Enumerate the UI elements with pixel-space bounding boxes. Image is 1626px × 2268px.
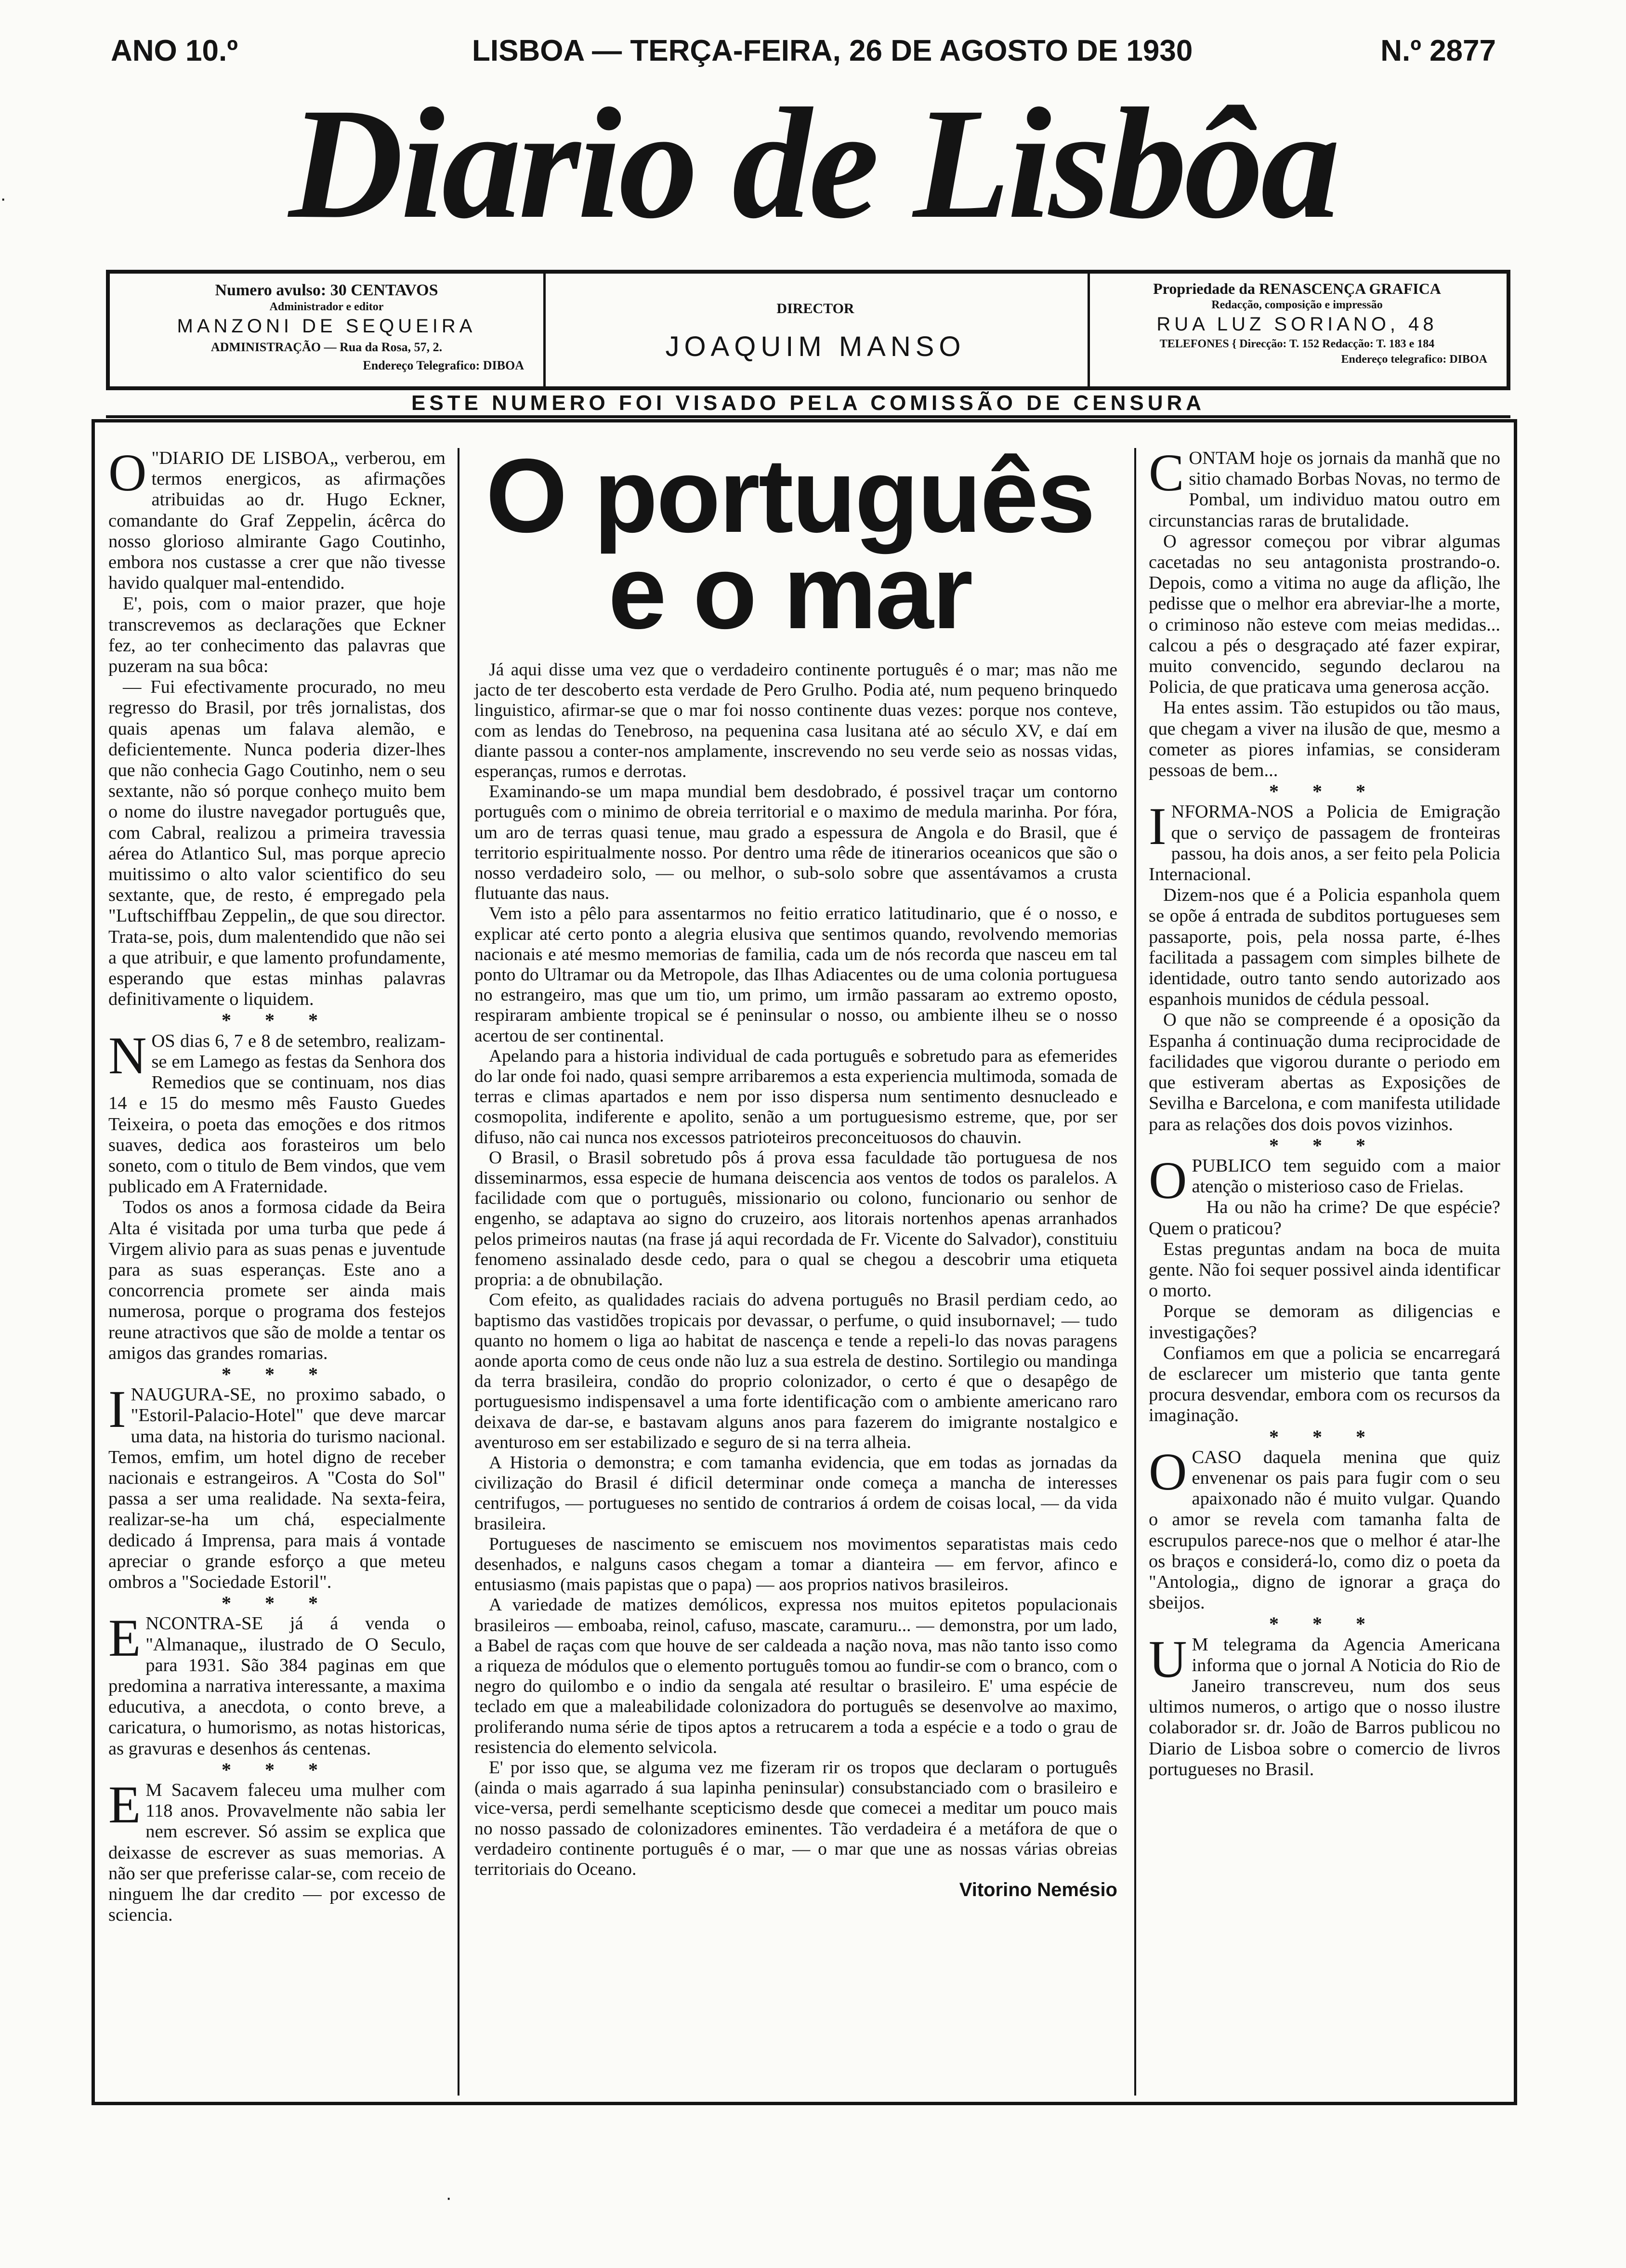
news-item (1149, 797, 1500, 885)
drop-cap: N (108, 1026, 147, 1085)
news-text: Ha ou não ha crime? De que espécie? Quem o praticou? (1149, 1197, 1500, 1239)
drop-cap: U (1149, 1629, 1187, 1688)
column-rule-right (1134, 448, 1136, 2096)
news-item (108, 1609, 446, 1759)
author-signature: Vitorino Nemésio (959, 1879, 1117, 1901)
news-item (1149, 1442, 1500, 1614)
news-text: O que não se compreende é a oposição da Espanha á continuação duma reciprocidade de facilidades que vigorou durante o periodo em que estiveram abertas as Exposições de Sevilha e Barcelona, e com manifesta utilidade para as relações dos dois povos vizinhos. (1149, 1010, 1500, 1134)
scan-speck: · (0, 188, 7, 209)
telephones: TELEFONES { Direcção: T. 152 Redacção: T. 183 e 184 (1159, 338, 1435, 350)
article-paragraph: A Historia o demonstra; e com tamanha evidencia, que em todas as jornadas da civilização do Brasil é dificil determinar onde começa a mancha de interesses centrifugos, — portugueses no sentido de contrarios á ordem de coisas local, — da vida brasileira. (474, 1452, 1117, 1534)
news-text: CASO daquela menina que quiz envenenar os pais para fugir com o seu apaixonado não é muito vulgar. Quando o amor se revela com tamanha falta de escrupulos parece-nos que o melhor é atar-lhe os braços e considerá-lo, como diz o poeta da "Antologia„ digno de ignorar a graça do sbeijos. (1149, 1447, 1500, 1613)
admin-info (110, 274, 546, 386)
drop-cap: C (1149, 443, 1184, 502)
news-text: NAUGURA-SE, no proximo sabado, o "Estoril-Palacio-Hotel" que deve marcar uma data, na historia do turismo nacional. Temos, emfim, um hotel digno de receber nacionais e estrangeiros. A "Costa do Sol" passa a ser uma realidade. Na sexta-feira, realizar-se-ha um chá, especialmente dedicado á Imprensa, para mais á vontade apreciar o grande esforço a que meteu ombros a "Sociedade Estoril". (108, 1385, 446, 1592)
scan-speck: · (446, 2187, 452, 2208)
composition-line: Redacção, composição e impressão (1211, 299, 1383, 311)
news-text: ONTAM hoje os jornais da manhã que no sitio chamado Borbas Novas, no termo de Pombal, um individuo matou outro em circunstancias raras de brutalidade. (1149, 448, 1500, 531)
news-text: E', pois, com o maior prazer, que hoje transcrevemos as declarações que Eckner fez, ao ter conhecimento das palavras que puzeram na sua bôca: (108, 593, 446, 677)
separator-stars: * * * (1269, 1613, 1380, 1635)
news-text: Ha entes assim. Tão estupidos ou tão maus, que chegam a viver na ilusão de que, mesmo a cometer as piores infamias, se consideram pessoas de bem... (1149, 698, 1500, 781)
masthead-title: Diario de Lisbôa (288, 76, 1338, 251)
admin-role: Administrador e editor (269, 301, 384, 313)
separator-stars: * * * (222, 1592, 332, 1614)
news-item (108, 1775, 446, 1925)
news-text: Confiamos em que a policia se encarregará de esclarecer um misterio que tanta gente procura desvendar, embora com os recursos da imaginação. (1149, 1343, 1500, 1426)
drop-cap: E (108, 1609, 141, 1668)
news-text: NFORMA-NOS a Policia de Emigração que o serviço de passagem de fronteiras passou, ha dois anos, a ser feito pela Policia Internacional. (1149, 802, 1500, 885)
publisher-address: RUA LUZ SORIANO, 48 (1156, 314, 1438, 335)
article-paragraph: Examinando-se um mapa mundial bem desdobrado, é possivel traçar um contorno português com o minimo de obreia territorial e o maximo de medula marinha. Por fóra, um aro de terras quasi tenue, mau grado a espessura de Angola e do Brasil, que é territorio espiritualmente nosso. Por dentro uma rêde de itinerarios oceanicos que são o nosso verdadeiro solo, — ou melhor, o sub-solo sobre que assentávamos a crusta flutuante das naus. (474, 782, 1117, 904)
article-paragraph: Já aqui disse uma vez que o verdadeiro continente português é o mar; mas não me jacto de ter descoberto esta verdade de Pero Grulho. Podia até, num pequeno brinquedo linguistico, afirmar-se que o mar foi nosso continente duas vezes: porque nos conteve, com as lendas do Tenebroso, na pequenina casa lusitana até ao século XV, e daí em diante passou a conter-nos amplamente, inscrevendo no seu verde seio as nossas vidas, esperanças, rumos e derrotas. (474, 660, 1117, 782)
drop-cap: O (1149, 1442, 1187, 1501)
article-headline (472, 437, 1108, 655)
separator-stars: * * * (222, 1009, 332, 1031)
news-item (108, 443, 446, 593)
article-paragraph: O Brasil, o Brasil sobretudo pôs á prova essa faculdade tão portuguesa de nos disseminarmos, essa especie de humana deiscencia aos ventos de todos os paralelos. A facilidade com que o português, missionario ou colono, funcionario ou senhor de engenho, se adaptava ao signo do cruzeiro, aos litorais nortenhos apenas arranhados pelos primeiros nautas (na frase já aqui recordada de Fr. Vicente do Salvador), constituiu fenomeno assinalado desde cedo, para o qual se chegou a descobrir uma etiqueta propria: a de obnubilação. (474, 1147, 1117, 1290)
news-text: OS dias 6, 7 e 8 de setembro, realizam-se em Lamego as festas da Senhora dos Remedios que se continuam, nos dias 14 e 15 do mesmo mês Fausto Guedes Teixeira, o poeta das emoções e dos ritmos suaves, dedica aos forasteiros um belo soneto, com o titulo de Bem vindos, que vem publicado em A Fraternidade. (108, 1030, 446, 1197)
price-line: Numero avulso: 30 CENTAVOS (215, 281, 438, 299)
news-text: — Fui efectivamente procurado, no meu regresso do Brasil, por três jornalistas, dos quais apenas um falava alemão, e deficientemente. Nunca poderia dizer-lhes que não conhecia Gago Coutinho, nem o seu sextante, não só porque conheço muito bem o nome do ilustre navegador português que, com Cabral, realizou a primeira travessia aérea do Atlantico Sul, mas porque aprecio muitissimo o alto valor scientifico do seu sextante, que, de resto, é empregado pela "Luftschiffbau Zeppelin„ de que sou director. Trata-se, pois, dum malentendido que não sei a que atribuir, e que lamento profundamente, esperando que estas minhas palavras definitivamente o liquidem. (108, 677, 446, 1010)
drop-cap: O (108, 443, 147, 502)
news-text: "DIARIO DE LISBOA„ verberou, em termos energicos, as afirmações atribuidas ao dr. Hugo Eckner, comandante do Graf Zeppelin, ácêrca do nosso glorioso almirante Gago Coutinho, embora nos custasse a crer que não tivesse havido qualquer mal-entendido. (108, 448, 446, 593)
news-text: Porque se demoram as diligencias e investigações? (1149, 1301, 1500, 1343)
drop-cap: O (1149, 1150, 1187, 1210)
article-paragraph: A variedade de matizes demólicos, expressa nos muitos epitetos populacionais brasileiros — emboaba, reinol, cafuso, mascate, caramuru... — demonstra, por um lado, a Babel de raças com que houve de ser caldeada a nação nova, mas não tanto isso como a riqueza de módulos que o elemento português tomou ao fundir-se com o branco, com o negro do quilombo e o indio da sengala até resultar o brasileiro. E' uma espécie de teclado em que a maleabilidade colonizadora do português se desenvolve ao maximo, proliferando numa série de tipos aptos a retrucarem a toda a espécie e a todo o grau de resistencia do elemento selvicola. (474, 1595, 1117, 1757)
news-item (108, 1026, 446, 1198)
drop-cap: E (108, 1775, 141, 1834)
separator-stars: * * * (1269, 1425, 1380, 1448)
censorship-notice: ESTE NUMERO FOI VISADO PELA COMISSÃO DE CENSURA (106, 391, 1510, 418)
separator-stars: * * * (222, 1758, 332, 1780)
column-rule-left (458, 448, 459, 2096)
article-paragraph: Vem isto a pêlo para assentarmos no feitio erratico latitudinario, que é o nosso, e explicar até certo ponto a alegria elusiva que sentimos quando, revolvendo memorias nacionais e até mesmo memorias de familia, cada um de nós recorda que nasceu em tal ponto do Ultramar ou da Metropole, das Ilhas Adiacentes ou de uma colonia portuguesa no estrangeiro, mas que um tio, um primo, um irmão passaram ao extremo oposto, respiraram ambiente tropical se é peninsular o nosso, ou ambiente ilheu se o nosso acertou de ser continental. (474, 904, 1117, 1046)
news-text: Todos os anos a formosa cidade da Beira Alta é visitada por uma turba que pede á Virgem alivio para as suas penas e juventude para as suas esperanças. Este ano a concorrencia promete ser ainda mais numerosa, porque o programa dos festejos reune atractivos que são de molde a tentar os amigos das grandes romarias. (108, 1197, 446, 1363)
drop-cap: I (108, 1380, 126, 1439)
news-text: Dizem-nos que é a Policia espanhola quem se opõe á entrada de subditos portugueses sem passaporte, pois, pela nossa parte, é-lhes facilitada a passagem com simples bilhete de identidade, outro tanto sendo autorizado aos espanhois munidos de cédula pessoal. (1149, 885, 1500, 1010)
news-text: M Sacavem faleceu uma mulher com 118 anos. Provavelmente não sabia ler nem escrever. Só assim se explica que deixasse de escrever as suas memorias. A não ser que preferisse calar-se, com receio de ninguem lhe dar credito — por excesso de sciencia. (108, 1780, 446, 1925)
article-paragraph: Portugueses de nascimento se emiscuem nos movimentos separatistas mais cedo desenhados, e nalguns casos chegam a tomar a dianteira — em fervor, afinco e entusiasmo (mais papistas que o papa) — aos proprios nativos brasileiros. (474, 1534, 1117, 1595)
right-column (1149, 443, 1500, 1780)
separator-stars: * * * (222, 1363, 332, 1385)
director-label: DIRECTOR (776, 301, 854, 316)
news-item (1149, 443, 1500, 531)
article-paragraph: E' por isso que, se alguma vez me fizeram rir os tropos que declaram o português (ainda o mais agarrado á sua lapinha peninsular) consubstanciado com o brasileiro e vice-versa, perdi semelhante scepticismo desde que comecei a meditar um pouco mais no nosso passado de colonizadores eminentes. Tão verdadeira é a metáfora de que o verdadeiro continente português é o mar, — o mar que une as nossas várias obreias territoriais do Oceano. (474, 1757, 1117, 1879)
admin-telegraph: Endereço Telegrafico: DIBOA (363, 358, 524, 372)
left-column (108, 443, 446, 1925)
director-name: JOAQUIM MANSO (665, 331, 966, 362)
owner-line: Propriedade da RENASCENÇA GRAFICA (1153, 280, 1441, 297)
headline-line-2: e o mar (608, 534, 972, 651)
drop-cap: I (1149, 797, 1167, 856)
headline-line-1: O português (485, 437, 1094, 554)
dateline: LISBOA — TERÇA-FEIRA, 26 DE AGOSTO DE 1930 (472, 34, 1193, 67)
admin-address: ADMINISTRAÇÃO — Rua da Rosa, 57, 2. (210, 340, 443, 354)
news-text: PUBLICO tem seguido com a maior atenção o misterioso caso de Frielas. (1192, 1155, 1500, 1197)
director-info (543, 274, 1090, 386)
publisher-info (1088, 274, 1507, 386)
issue-number: N.º 2877 (1380, 34, 1496, 67)
separator-stars: * * * (1269, 1134, 1380, 1156)
news-text: O agressor começou por vibrar algumas cacetadas no seu antagonista prostrando-o. Depois, como a vitima no auge da aflição, lhe pedisse que o melhor era abreviar-lhe a morte, o criminoso não esteve com meias medidas... calcou a pés o desgraçado até fazer expirar, muito convencido, segundo declarou na Policia, de que praticava uma generosa acção. (1149, 531, 1500, 698)
center-column (474, 660, 1117, 1900)
year-label: ANO 10.º (111, 34, 238, 67)
news-item (108, 1380, 446, 1593)
info-box (106, 270, 1510, 390)
news-text: Estas preguntas andam na boca de muita gente. Não foi sequer possivel ainda identificar o morto. (1149, 1239, 1500, 1301)
news-text: NCONTRA-SE já á venda o "Almanaque„ ilustrado de O Seculo, para 1931. São 384 paginas em que predomina a narrativa interessante, a maxima educutiva, a anecdota, o conto breve, a caricatura, o humorismo, as notas historicas, as gravuras e desenhos ás centenas. (108, 1613, 446, 1759)
news-item (1149, 1629, 1500, 1780)
article-paragraph: Apelando para a historia individual de cada português e sobretudo para as efemerides do lar onde foi nado, quasi sempre arribaremos a esta experiencia multimoda, somada de terras e climas apartados e nem por isso dispersa num sentimento desnucleado e cosmopolita, indiferente e apolito, senão a um portuguesismo estreme, que, por ser difuso, não cai nunca nos excessos patrioteiros preconceituosos do chauvin. (474, 1046, 1117, 1147)
publisher-telegraph: Endereço telegrafico: DIBOA (1341, 353, 1487, 366)
admin-name: MANZONI DE SEQUEIRA (177, 316, 476, 337)
news-item (1149, 1150, 1500, 1210)
separator-stars: * * * (1269, 780, 1380, 803)
article-paragraph: Com efeito, as qualidades raciais do advena português no Brasil perdiam cedo, ao baptismo das vastidões tropicais por devassar, o perfume, o quid insubornavel; — tudo quanto no homem o liga ao habitat de nascença e tende a repeli-lo das novas paragens aonde aporta como de ceus onde não luz a sua estrela de destino. Sortilegio ou mandinga da terra brasileira, condão do proprio colonizador, o certo é que o desapêgo de portuguesismo indispensavel a uma forte identificação com o ambiente americano raro deixava de dar-se, e bastavam alguns anos para fazerem do imigrante nostalgico e aventuroso em ser estabilizado e seguro de si na terra alheia. (474, 1290, 1117, 1452)
news-text: M telegrama da Agencia Americana informa que o jornal A Noticia do Rio de Janeiro transcreveu, num dos seus ultimos numeros, o artigo que o nosso ilustre colaborador sr. dr. João de Barros publicou no Diario de Lisboa sobre o comercio de livros portugueses no Brasil. (1149, 1634, 1500, 1780)
